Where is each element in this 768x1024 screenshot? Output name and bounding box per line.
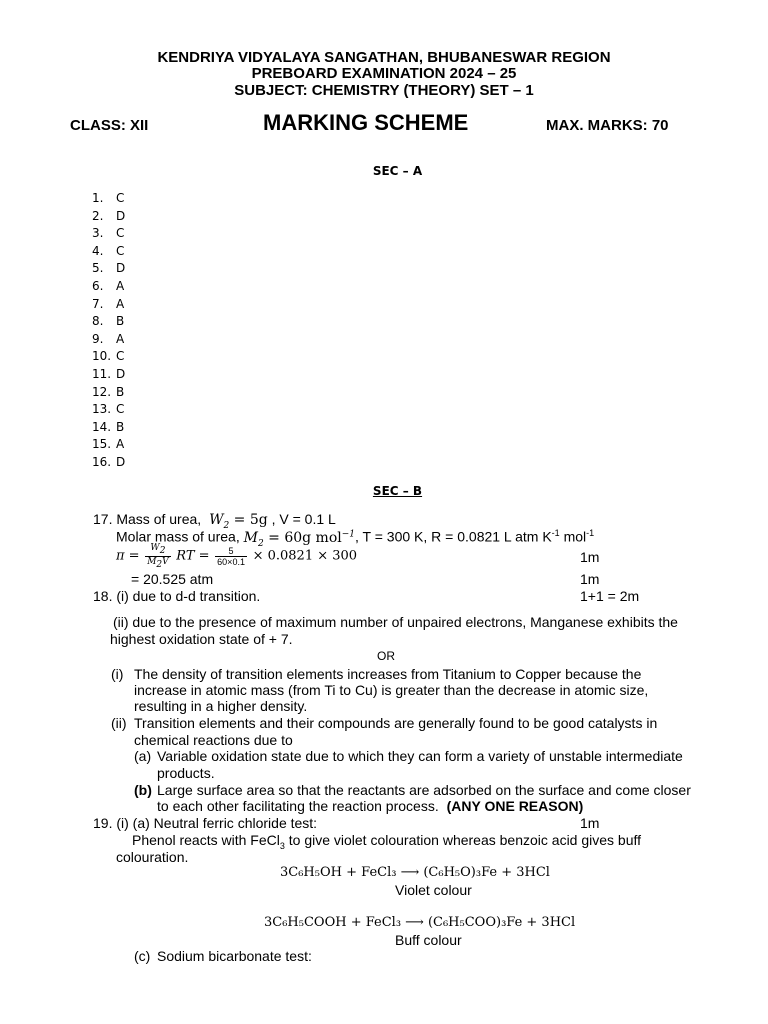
answer-number: 7. — [92, 296, 104, 311]
header-line-1: KENDRIYA VIDYALAYA SANGATHAN, BHUBANESWAR REGION — [157, 49, 611, 66]
answer-option: A — [116, 296, 125, 311]
q18-ii-line-2: highest oxidation state of + 7. — [110, 631, 293, 647]
buff-colour-label: Buff colour — [395, 932, 462, 948]
q18-b-label: (b) — [134, 782, 152, 798]
answer-number: 13. — [92, 402, 112, 417]
q19-c-text: Sodium bicarbonate test: — [157, 948, 312, 964]
answer-number: 5. — [92, 261, 104, 276]
page-title: MARKING SCHEME — [263, 110, 469, 135]
section-b-title: SEC – B — [372, 484, 423, 498]
answer-option: C — [116, 243, 125, 258]
q18-alt-ii-line-2: chemical reactions due to — [134, 732, 293, 748]
header-line-2: PREBOARD EXAMINATION 2024 – 25 — [251, 65, 517, 82]
answer-number: 9. — [92, 331, 104, 346]
answer-option: D — [116, 455, 126, 469]
answer-number: 10. — [92, 349, 112, 364]
answer-number: 8. — [92, 314, 104, 329]
answer-item — [92, 297, 124, 311]
answer-option: C — [116, 191, 125, 205]
q19-line-2: Phenol reacts with FeCl$_3$ to give violet colouration whereas benzoic acid gives buff — [132, 832, 642, 851]
answer-number: 14. — [92, 419, 112, 434]
q18-alt-i-label: (i) — [111, 666, 124, 682]
q19-c-label: (c) — [134, 948, 151, 964]
answer-option: C — [116, 226, 125, 241]
answer-option: A — [116, 279, 125, 293]
answer-option: D — [116, 261, 126, 276]
answer-item — [92, 332, 124, 346]
q18-b-line-1: Large surface area so that the reactants are adsorbed on the surface and come closer — [157, 782, 691, 798]
answer-number: 4. — [92, 243, 104, 258]
q17-mark-1: 1m — [580, 549, 600, 565]
answer-item — [92, 191, 124, 205]
answer-item — [92, 244, 124, 258]
answer-number: 6. — [92, 279, 104, 293]
q17-result: = 20.525 atm — [131, 571, 214, 587]
answer-option: D — [116, 367, 126, 381]
answer-option: A — [116, 437, 125, 452]
answer-item — [92, 385, 124, 399]
answer-item — [92, 226, 124, 240]
answer-number: 12. — [92, 384, 112, 399]
answer-number: 15. — [92, 437, 112, 452]
max-marks: MAX. MARKS: 70 — [546, 117, 669, 134]
answer-item — [92, 314, 124, 328]
answer-item — [92, 349, 124, 363]
header-line-3: SUBJECT: CHEMISTRY (THEORY) SET – 1 — [234, 82, 534, 99]
q19-line-3: colouration. — [116, 849, 189, 865]
answer-option: B — [116, 384, 125, 399]
q19-mark: 1m — [580, 815, 600, 831]
violet-colour-label: Violet colour — [395, 882, 472, 898]
q18-a-label: (a) — [134, 748, 152, 764]
section-a-title: SEC – A — [372, 164, 423, 178]
any-one-reason-note: (ANY ONE REASON) — [446, 798, 584, 814]
answer-item — [92, 261, 125, 275]
q18-b-line-2: to each other facilitating the reaction process. (ANY ONE REASON) — [157, 798, 584, 814]
answer-number: 16. — [92, 455, 112, 469]
answer-item — [92, 402, 124, 416]
answer-option: C — [116, 402, 125, 417]
q18-a-line-2: products. — [157, 765, 215, 781]
q18-alt-i-line-3: resulting in a higher density. — [134, 698, 308, 714]
q17-line-2: Molar mass of urea, $M_2 = 60g$ mol$^{-1}$, T = 300 K, R = 0.0821 L atm $K^{-1}$ mol$^{-1}$ — [116, 528, 595, 549]
answer-option: A — [116, 331, 125, 346]
answer-number: 2. — [92, 208, 104, 223]
equation-benzoic-acid: 3C₆H₅COOH + FeCl₃ ⟶ (C₆H₅COO)₃Fe + 3HCl — [264, 915, 576, 930]
answer-option: D — [116, 208, 126, 223]
q18-alt-i-line-1: The density of transition elements increases from Titanium to Copper because the — [134, 666, 642, 682]
answer-option: C — [116, 349, 125, 364]
answer-item — [92, 437, 124, 451]
answer-item — [92, 279, 124, 293]
or-separator: OR — [377, 649, 395, 663]
q17-formula: π = $\frac{W_2}{M_2V}$ RT = $\frac{5}{60\times 0.1}$ × 0.0821 × 300 — [116, 543, 358, 570]
q18-alt-ii-label: (ii) — [111, 715, 127, 731]
q18-a-line-1: Variable oxidation state due to which they can form a variety of unstable intermediate — [157, 748, 683, 764]
answer-item — [92, 367, 125, 381]
class-label: CLASS: XII — [70, 117, 149, 134]
answer-number: 1. — [92, 191, 104, 205]
q18-line-1: 18. (i) due to d-d transition. — [93, 588, 261, 604]
answer-item — [92, 455, 125, 469]
answer-option: B — [116, 314, 125, 329]
q19-line-1: 19. (i) (a) Neutral ferric chloride test: — [93, 815, 318, 831]
q17-line-1: 17. Mass of urea, $W_2 = 5g$ , V = 0.1 L — [93, 511, 336, 531]
answer-item — [92, 209, 125, 223]
q18-alt-i-line-2: increase in atomic mass (from Ti to Cu) is greater than the decrease in atomic size, — [134, 682, 649, 698]
q18-ii-line-1: (ii) due to the presence of maximum number of unpaired electrons, Manganese exhibits the — [113, 614, 678, 630]
q18-alt-ii-line-1: Transition elements and their compounds are generally found to be good catalysts in — [134, 715, 658, 731]
answer-number: 11. — [92, 367, 112, 381]
answer-option: B — [116, 419, 125, 434]
answer-number: 3. — [92, 226, 104, 241]
q18-mark: 1+1 = 2m — [580, 588, 640, 604]
equation-phenol: 3C₆H₅OH + FeCl₃ ⟶ (C₆H₅O)₃Fe + 3HCl — [280, 865, 550, 880]
answer-item — [92, 420, 124, 434]
q17-mark-2: 1m — [580, 571, 600, 587]
